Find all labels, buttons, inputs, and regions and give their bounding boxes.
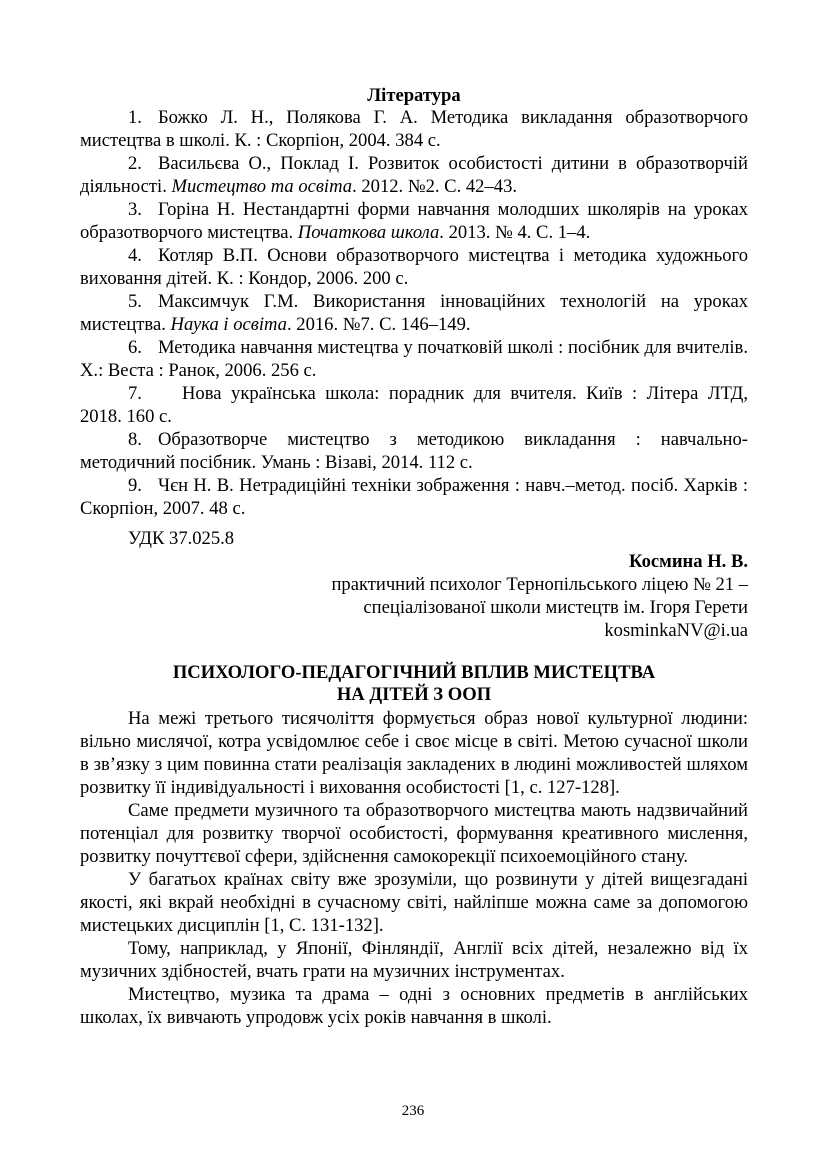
- author-name: Космина Н. В.: [629, 551, 748, 572]
- reference-number: 9.: [128, 475, 142, 496]
- reference-item: [80, 336, 748, 382]
- author-affiliation: спеціалізованої школи мистецтв ім. Ігоря Герети: [363, 597, 748, 618]
- body-paragraph: У багатьох країнах світу вже зрозуміли, що розвинути у дітей вищезгадані якості, які вкрай необхідні в сучасному світі, найліпше можна саме за допомогою мистецьких дисциплін [1, С. 131-132].: [80, 869, 748, 936]
- reference-number: 6.: [128, 337, 142, 358]
- article-body: [80, 707, 748, 1029]
- reference-item: [80, 244, 748, 290]
- body-paragraph: Мистецтво, музика та драма – одні з основних предметів в англійських школах, їх вивчають упродовж усіх років навчання в школі.: [80, 984, 748, 1028]
- reference-item: [80, 474, 748, 520]
- reference-number: 1.: [128, 107, 142, 128]
- references-list: [80, 106, 748, 520]
- reference-number: 5.: [128, 291, 142, 312]
- reference-number: 3.: [128, 199, 142, 220]
- reference-text: Васильєва О., Поклад І. Розвиток особистості дитини в образотворчій діяльності.: [80, 153, 748, 197]
- reference-text: Максимчук Г.М. Використання інноваційних технологій на уроках мистецтва.: [80, 291, 748, 335]
- reference-number: 8.: [128, 429, 142, 450]
- reference-text: Божко Л. Н., Полякова Г. А. Методика викладання образотворчого мистецтва в школі. К. : Скорпіон, 2004. 384 с.: [80, 107, 748, 151]
- reference-details: . 2016. №7. С. 146–149.: [286, 314, 471, 335]
- reference-text: Нова українська школа: порадник для вчителя. Київ : Літера ЛТД, 2018. 160 с.: [80, 383, 748, 427]
- reference-journal: Наука і освіта: [170, 314, 287, 335]
- reference-journal: Мистецтво та освіта: [171, 176, 353, 197]
- author-block: [80, 550, 748, 642]
- reference-item: [80, 106, 748, 152]
- reference-item: [80, 198, 748, 244]
- reference-details: . 2012. №2. С. 42–43.: [352, 176, 518, 197]
- article-title-line: НА ДІТЕЙ З ООП: [336, 684, 492, 705]
- article-title-line: ПСИХОЛОГО-ПЕДАГОГІЧНИЙ ВПЛИВ МИСТЕЦТВА: [172, 662, 656, 683]
- reference-text: Чєн Н. В. Нетрадиційні техніки зображення : навч.–метод. посіб. Харків : Скорпіон, 2007. 48 с.: [80, 475, 748, 519]
- body-paragraph: Саме предмети музичного та образотворчого мистецтва мають надзвичайний потенціал для розвитку творчої особистості, формування креативного мислення, розвитку почуттєвої сфери, здійснення самокорекції психоемоційного стану.: [80, 800, 748, 867]
- reference-number: 4.: [128, 245, 142, 266]
- reference-item: [80, 382, 748, 428]
- author-email: kosminkaNV@i.ua: [604, 620, 748, 641]
- reference-number: 7.: [128, 383, 142, 404]
- article-title: [80, 662, 748, 706]
- reference-journal: Початкова школа: [297, 222, 440, 243]
- page-number: 236: [401, 1103, 425, 1119]
- reference-item: [80, 290, 748, 336]
- reference-text: Методика навчання мистецтва у початковій школі : посібник для вчителів. Х.: Веста : Ранок, 2006. 256 с.: [80, 337, 748, 381]
- reference-number: 2.: [128, 153, 142, 174]
- author-position: практичний психолог Тернопільського ліцею № 21 –: [331, 574, 748, 595]
- udk-code: УДК 37.025.8: [128, 528, 235, 549]
- reference-details: . 2013. № 4. С. 1–4.: [439, 222, 591, 243]
- reference-text: Горіна Н. Нестандартні форми навчання молодших школярів на уроках образотворчого мистецтва.: [80, 199, 748, 243]
- body-paragraph: На межі третього тисячоліття формується образ нової культурної людини: вільно мислячої, котра усвідомлює себе і своє місце в світі. Метою сучасної школи в зв’язку з цим повинна стати реалізація закладених в людині можливостей шляхом розвитку її індивідуальності і виховання особистості [1, с. 127-128].: [80, 708, 748, 798]
- references-heading: Література: [367, 85, 461, 106]
- reference-text: Образотворче мистецтво з методикою викладання : навчально-методичний посібник. Умань : Візаві, 2014. 112 с.: [80, 429, 748, 473]
- body-paragraph: Тому, наприклад, у Японії, Фінляндії, Англії всіх дітей, незалежно від їх музичних здібностей, вчать грати на музичних інструментах.: [80, 938, 748, 982]
- reference-item: [80, 428, 748, 474]
- reference-item: [80, 152, 748, 198]
- reference-text: Котляр В.П. Основи образотворчого мистецтва і методика художнього виховання дітей. К. : Кондор, 2006. 200 с.: [80, 245, 748, 289]
